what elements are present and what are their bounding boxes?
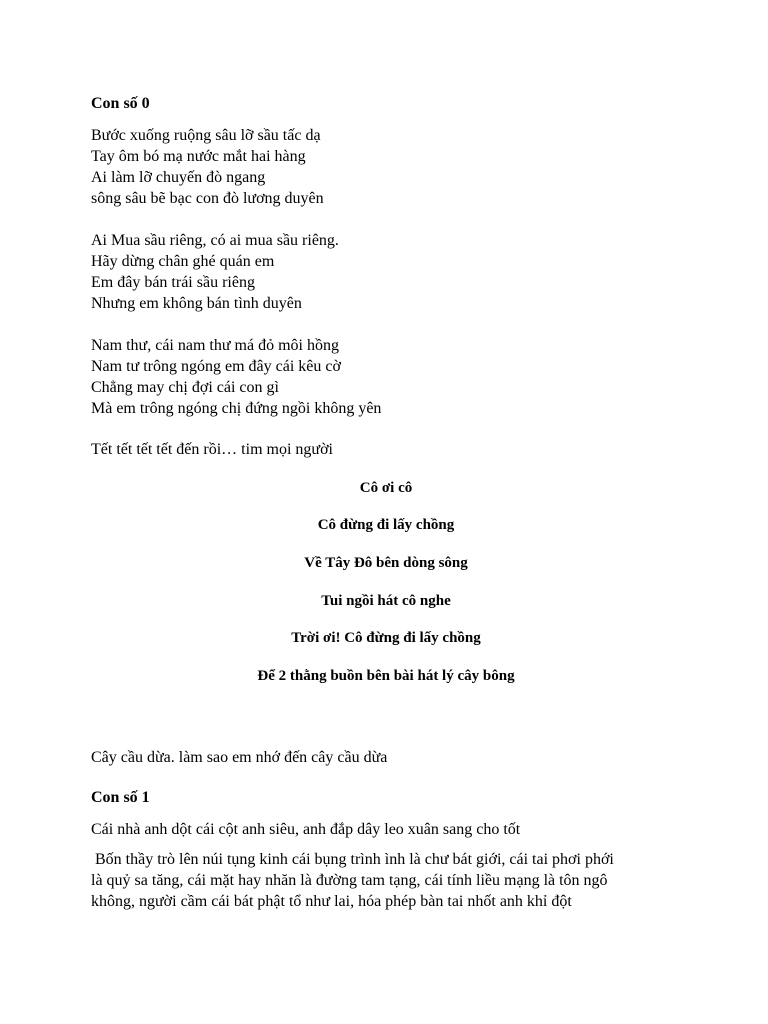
stanza-line: Nam thư, cái nam thư má đỏ môi hồng — [91, 337, 339, 354]
stanza-line: Tay ôm bó mạ nước mắt hai hàng — [91, 148, 306, 165]
stanza-line: Hãy dừng chân ghé quán em — [91, 253, 275, 270]
stanza-line: Nhưng em không bán tình duyên — [91, 295, 302, 312]
centered-line: Tui ngồi hát cô nghe — [321, 593, 451, 609]
paragraph-line: Bốn thầy trò lên núi tụng kinh cái bụng trình ình là chư bát giới, cái tai phơi phới — [91, 851, 614, 868]
stanza-line: sông sâu bẽ bạc con đò lương duyên — [91, 190, 324, 207]
centered-line: Trời ơi! Cô đừng đi lấy chồng — [291, 630, 481, 646]
stanza-line: Ai Mua sầu riêng, có ai mua sầu riêng. — [91, 232, 339, 249]
centered-line: Cô đừng đi lấy chồng — [317, 517, 455, 533]
paragraph-line: là quỷ sa tăng, cái mặt hay nhăn là đường tam tạng, cái tính liều mạng là tôn ngô — [91, 872, 608, 889]
paragraph-line: không, người cầm cái bát phật tổ như lai, hóa phép bàn tai nhốt anh khỉ đột — [91, 893, 572, 910]
stanza-line: Chẳng may chị đợi cái con gì — [91, 379, 279, 396]
centered-line: Cô ơi cô — [359, 480, 413, 496]
stanza-3 — [91, 335, 681, 419]
section-1-title: Con số 1 — [91, 789, 150, 806]
stanza-line: Bước xuống ruộng sâu lỡ sầu tấc dạ — [91, 127, 321, 144]
centered-verse — [91, 478, 681, 686]
stanza-line: Nam tư trông ngóng em đây cái kêu cờ — [91, 358, 341, 375]
cau-dua-line: Cây cầu dừa. làm sao em nhớ đến cây cầu dừa — [91, 749, 388, 766]
centered-line: Về Tây Đô bên dòng sông — [304, 555, 468, 571]
stanza-line: Em đây bán trái sầu riêng — [91, 274, 255, 291]
stanza-1 — [91, 125, 681, 209]
centered-line: Để 2 thằng buồn bên bài hát lý cây bông — [257, 668, 515, 684]
stanza-line: Ai làm lỡ chuyến đò ngang — [91, 169, 266, 186]
stanza-line: Mà em trông ngóng chị đứng ngồi không yên — [91, 400, 382, 417]
section-1-paragraph-1: Cái nhà anh dột cái cột anh siêu, anh đắp dây leo xuân sang cho tốt — [91, 821, 521, 838]
section-1-paragraph-2 — [91, 849, 676, 912]
tet-line: Tết tết tết tết đến rồi… tim mọi người — [91, 441, 333, 458]
document-page — [91, 94, 681, 912]
stanza-2 — [91, 230, 681, 314]
section-0-title: Con số 0 — [91, 95, 150, 112]
